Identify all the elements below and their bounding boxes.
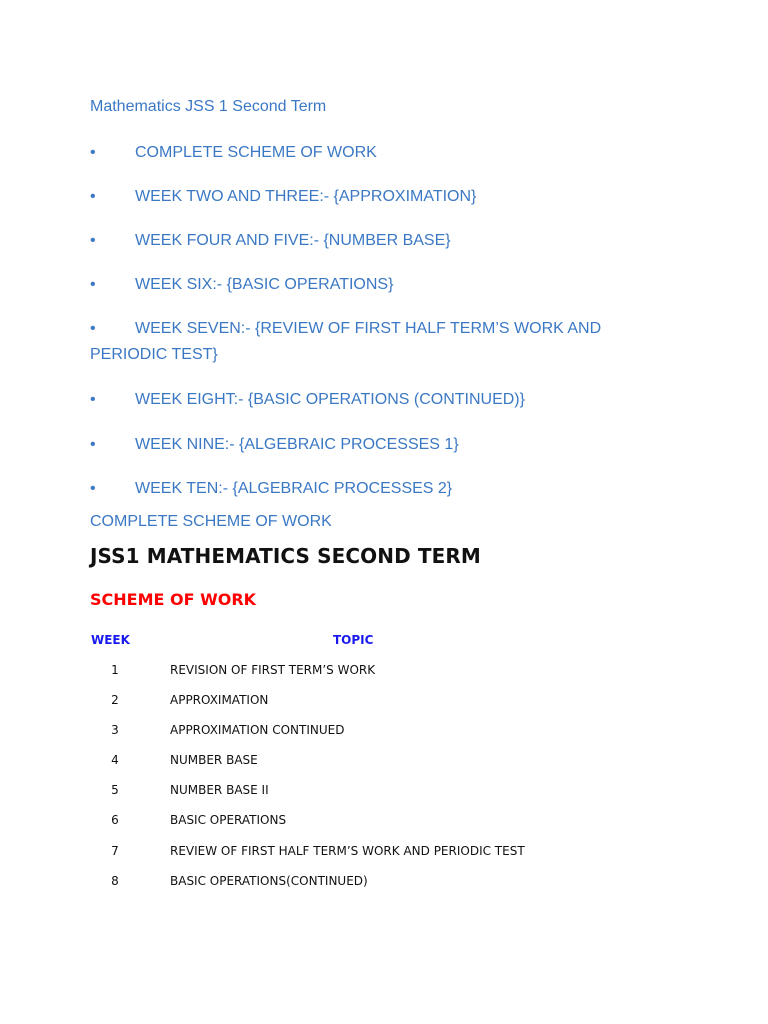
week-number: 5	[111, 783, 119, 797]
week-topic: REVISION OF FIRST TERM’S WORK	[170, 663, 376, 677]
nav-item-week-nine[interactable]	[90, 432, 650, 458]
scheme-of-work-heading: SCHEME OF WORK	[90, 590, 257, 609]
nav-item-complete-scheme[interactable]	[90, 140, 650, 166]
week-number: 4	[111, 753, 119, 767]
nav-item-week-six[interactable]	[90, 272, 650, 298]
week-topic: APPROXIMATION CONTINUED	[170, 723, 345, 737]
nav-item-label: WEEK TEN:- {ALGEBRAIC PROCESSES 2}	[135, 480, 453, 497]
week-number: 8	[111, 874, 119, 888]
table-row	[0, 783, 768, 803]
bullet-icon: •	[90, 276, 96, 293]
nav-item-label: WEEK NINE:- {ALGEBRAIC PROCESSES 1}	[135, 436, 459, 453]
nav-item-week-four-five[interactable]	[90, 228, 650, 254]
document-title: Mathematics JSS 1 Second Term	[90, 98, 327, 115]
nav-item-label: WEEK SEVEN:- {REVIEW OF FIRST HALF TERM’S WORK AND PERIODIC TEST}	[90, 320, 602, 363]
bullet-icon: •	[90, 320, 96, 337]
table-row	[0, 844, 768, 864]
week-topic: NUMBER BASE	[170, 753, 258, 767]
nav-item-week-seven[interactable]	[90, 316, 650, 368]
nav-item-label: WEEK SIX:- {BASIC OPERATIONS}	[135, 276, 394, 293]
week-topic: BASIC OPERATIONS	[170, 813, 287, 827]
bullet-icon: •	[90, 391, 96, 408]
week-topic: BASIC OPERATIONS(CONTINUED)	[170, 874, 368, 888]
week-number: 1	[111, 663, 119, 677]
table-row	[0, 693, 768, 713]
table-row	[0, 874, 768, 894]
week-number: 3	[111, 723, 119, 737]
week-number: 2	[111, 693, 119, 707]
nav-item-label: WEEK TWO AND THREE:- {APPROXIMATION}	[135, 188, 477, 205]
table-row	[0, 813, 768, 833]
bullet-icon: •	[90, 188, 96, 205]
table-row	[0, 723, 768, 743]
nav-item-week-eight[interactable]	[90, 387, 650, 413]
nav-item-week-two-three[interactable]	[90, 184, 650, 210]
week-topic: NUMBER BASE II	[170, 783, 269, 797]
bullet-icon: •	[90, 480, 96, 497]
column-header-week: WEEK	[91, 633, 130, 647]
main-heading: JSS1 MATHEMATICS SECOND TERM	[90, 544, 481, 568]
nav-item-label: WEEK FOUR AND FIVE:- {NUMBER BASE}	[135, 232, 451, 249]
nav-item-label: COMPLETE SCHEME OF WORK	[135, 144, 377, 161]
bullet-icon: •	[90, 144, 96, 161]
table-row	[0, 663, 768, 683]
column-header-topic: TOPIC	[333, 633, 374, 647]
bullet-icon: •	[90, 436, 96, 453]
table-row	[0, 753, 768, 773]
nav-item-week-ten[interactable]	[90, 476, 650, 502]
complete-scheme-link[interactable]: COMPLETE SCHEME OF WORK	[90, 513, 332, 530]
bullet-icon: •	[90, 232, 96, 249]
week-topic: REVIEW OF FIRST HALF TERM’S WORK AND PERIODIC TEST	[170, 844, 525, 858]
week-number: 6	[111, 813, 119, 827]
week-topic: APPROXIMATION	[170, 693, 269, 707]
nav-item-label: WEEK EIGHT:- {BASIC OPERATIONS (CONTINUED)}	[135, 391, 525, 408]
week-number: 7	[111, 844, 119, 858]
